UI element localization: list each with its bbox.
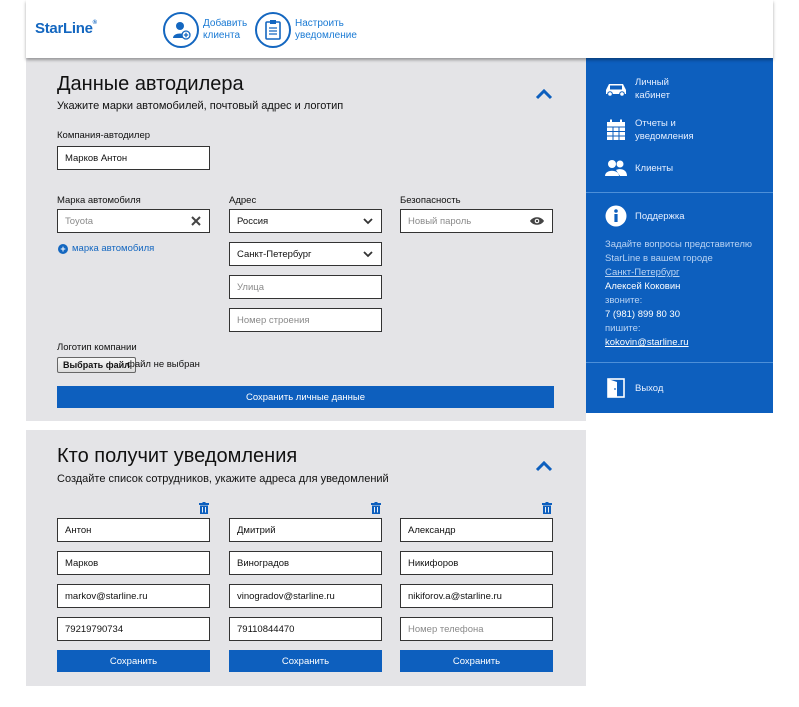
new-password-input[interactable]	[400, 209, 553, 233]
email-input[interactable]	[229, 584, 382, 608]
city-value: Санкт-Петербург	[237, 248, 312, 260]
email-value: nikiforov.a@starline.ru	[408, 590, 502, 602]
last-name-input[interactable]	[229, 551, 382, 575]
sidebar-item-support[interactable]	[604, 204, 685, 228]
dealer-data-panel	[26, 58, 586, 421]
chevron-down-icon	[362, 215, 374, 227]
calendar-icon	[604, 118, 628, 142]
building-number-input[interactable]	[229, 308, 382, 332]
phone-input[interactable]	[400, 617, 553, 641]
setup-notification-label-2: уведомление	[295, 30, 357, 41]
chevron-down-icon	[362, 248, 374, 260]
phone-input[interactable]	[57, 617, 210, 641]
add-client-label-1: Добавить	[203, 18, 248, 29]
last-name-input[interactable]	[57, 551, 210, 575]
clear-x-icon[interactable]	[190, 215, 202, 227]
sidebar-reports-label-2: уведомления	[635, 131, 694, 142]
email-input[interactable]	[400, 584, 553, 608]
no-file-text: файл не выбран	[127, 359, 200, 370]
support-info	[605, 238, 765, 350]
sidebar-item-cabinet[interactable]	[604, 76, 670, 102]
email-value: markov@starline.ru	[65, 590, 148, 602]
sidebar-support-label: Поддержка	[635, 210, 685, 222]
add-car-brand-label: марка автомобиля	[72, 243, 155, 254]
delete-trash-icon[interactable]	[542, 502, 552, 514]
country-value: Россия	[237, 215, 269, 227]
building-placeholder: Номер строения	[237, 314, 310, 326]
sidebar-divider	[586, 192, 773, 193]
save-contact-button[interactable]: Сохранить	[57, 650, 210, 672]
write-label: пишите:	[605, 323, 641, 334]
support-info-line-2: StarLine в вашем городе	[605, 253, 713, 264]
sidebar	[586, 58, 773, 413]
exit-door-icon	[604, 376, 628, 400]
last-name-value: Никифоров	[408, 557, 459, 569]
notifications-title: Кто получит уведомления	[57, 445, 298, 467]
last-name-value: Марков	[65, 557, 99, 569]
users-icon	[604, 156, 628, 180]
choose-file-button[interactable]: Выбрать файл	[57, 357, 136, 373]
starline-logo[interactable]: StarLine®	[35, 20, 97, 37]
sidebar-reports-label-1: Отчеты и	[635, 118, 676, 129]
first-name-value: Александр	[408, 524, 456, 536]
last-name-input[interactable]	[400, 551, 553, 575]
car-brand-input[interactable]	[57, 209, 210, 233]
sidebar-cabinet-label-2: кабинет	[635, 90, 670, 101]
sidebar-item-clients[interactable]	[604, 156, 673, 180]
security-label: Безопасность	[400, 195, 461, 206]
sidebar-clients-label: Клиенты	[635, 162, 674, 174]
notification-recipients-panel	[26, 430, 586, 686]
email-input[interactable]	[57, 584, 210, 608]
phone-input[interactable]	[229, 617, 382, 641]
save-contact-button[interactable]: Сохранить	[400, 650, 553, 672]
dealer-title: Данные автодилера	[57, 73, 244, 95]
save-contact-button[interactable]: Сохранить	[229, 650, 382, 672]
collapse-chevron-up-icon[interactable]	[535, 88, 553, 100]
sidebar-item-reports[interactable]	[604, 117, 694, 143]
country-select[interactable]	[229, 209, 382, 233]
street-placeholder: Улица	[237, 281, 264, 293]
manager-email-link[interactable]: kokovin@starline.ru	[605, 337, 689, 348]
first-name-input[interactable]	[57, 518, 210, 542]
notification-settings-icon	[255, 12, 291, 48]
company-input[interactable]	[57, 146, 210, 170]
add-user-icon	[163, 12, 199, 48]
company-value: Марков Антон	[65, 152, 128, 164]
logo-label: Логотип компании	[57, 342, 137, 353]
company-label: Компания-автодилер	[57, 130, 151, 141]
delete-trash-icon[interactable]	[199, 502, 209, 514]
support-city-link[interactable]: Санкт-Петербург	[605, 267, 680, 278]
add-client-label-2: клиента	[203, 30, 241, 41]
sidebar-cabinet-label-1: Личный	[635, 77, 669, 88]
phone-value: 79219790734	[65, 623, 124, 635]
setup-notification-label-1: Настроить	[295, 18, 344, 29]
notifications-subtitle: Создайте список сотрудников, укажите адреса для уведомлений	[57, 473, 389, 485]
car-icon	[604, 77, 628, 101]
collapse-chevron-up-icon[interactable]	[535, 460, 553, 472]
dealer-subtitle: Укажите марки автомобилей, почтовый адрес и логотип	[57, 100, 344, 112]
setup-notification-button[interactable]	[255, 12, 365, 48]
first-name-value: Антон	[65, 524, 92, 536]
car-brand-label: Марка автомобиля	[57, 195, 141, 206]
sidebar-item-exit[interactable]	[604, 376, 663, 400]
city-select[interactable]	[229, 242, 382, 266]
manager-phone: 7 (981) 899 80 30	[605, 309, 681, 320]
save-personal-data-button[interactable]: Сохранить личные данные	[57, 386, 554, 408]
car-brand-value: Toyota	[65, 215, 93, 227]
phone-value: 79110844470	[237, 623, 295, 635]
first-name-value: Дмитрий	[237, 524, 276, 536]
logo-text: StarLine	[35, 20, 93, 37]
delete-trash-icon[interactable]	[371, 502, 381, 514]
support-info-line-1: Задайте вопросы представителю	[605, 239, 753, 250]
eye-icon[interactable]	[529, 215, 545, 227]
last-name-value: Виноградов	[237, 557, 290, 569]
address-label: Адрес	[229, 195, 257, 206]
street-input[interactable]	[229, 275, 382, 299]
sidebar-exit-label: Выход	[635, 382, 664, 394]
phone-placeholder: Номер телефона	[408, 623, 484, 635]
call-label: звоните:	[605, 295, 643, 306]
email-value: vinogradov@starline.ru	[237, 590, 335, 602]
plus-circle-icon: +	[58, 244, 68, 254]
manager-name: Алексей Коковин	[605, 281, 681, 292]
password-placeholder: Новый пароль	[408, 215, 472, 227]
first-name-input[interactable]	[400, 518, 553, 542]
add-car-brand-link[interactable]	[58, 243, 154, 254]
info-icon	[604, 204, 628, 228]
sidebar-divider	[586, 362, 773, 363]
top-header	[26, 0, 773, 58]
first-name-input[interactable]	[229, 518, 382, 542]
